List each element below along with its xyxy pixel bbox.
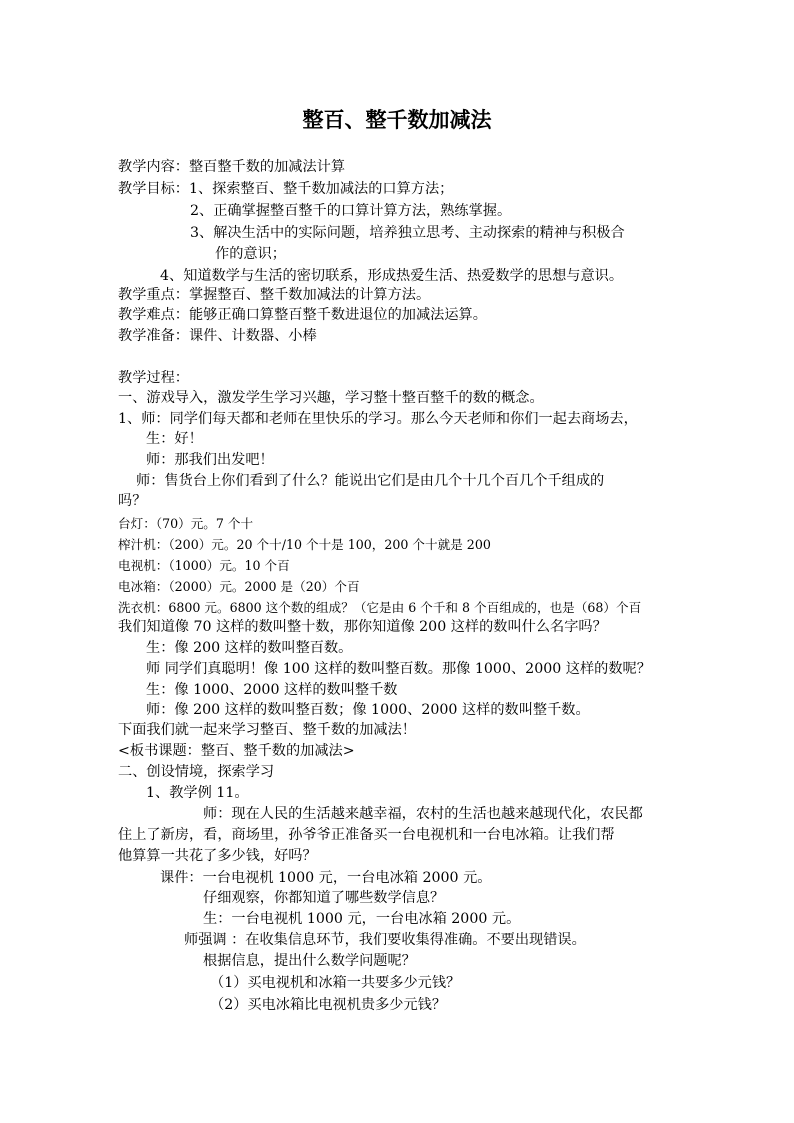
text-line: （1）买电视机和冰箱一共要多少元钱？ (210, 975, 461, 991)
text-line: 吗？ (118, 493, 147, 509)
text-line: 2、正确掌握整百整千的口算计算方法，熟练掌握。 (190, 203, 512, 219)
text-line: <板书课题：整百、整千数的加减法> (118, 743, 355, 759)
text-line: （2）买电冰箱比电视机贵多少元钱？ (210, 997, 447, 1013)
text-line: 师：现在人民的生活越来越幸福，农村的生活也越来越现代化，农民都 (203, 806, 643, 822)
text-line: 4、知道数学与生活的密切联系，形成热爱生活、热爱数学的思想与意识。 (160, 268, 624, 284)
text-line: 作的意识； (215, 246, 286, 262)
text-line: 下面我们就一起来学习整百、整千数的加减法！ (118, 722, 416, 738)
text-line: 生：像 200 这样的数叫整百数。 (146, 640, 353, 656)
text-line: 洗衣机：6800 元。6800 这个数的组成？（它是由 6 个千和 8 个百组成的，也是（68）个百 (118, 600, 642, 615)
text-line: 师：那我们出发吧！ (146, 452, 274, 468)
text-line: 一、游戏导入，激发学生学习兴趣，学习整十整百整千的数的概念。 (118, 390, 544, 406)
text-line: 根据信息，提出什么数学问题呢？ (203, 953, 416, 969)
text-line: 教学过程： (118, 370, 189, 386)
document-title: 整百、整千数加减法 (302, 108, 492, 132)
text-line: 仔细观察，你都知道了哪些数学信息？ (203, 890, 445, 906)
text-line: 生：一台电视机 1000 元，一台电冰箱 2000 元。 (203, 911, 521, 927)
text-line: 二、创设情境，探索学习 (118, 764, 275, 780)
text-line: 教学目标：1、探索整百、整千数加减法的口算方法； (118, 181, 454, 197)
text-line: 1、教学例 11。 (146, 785, 249, 801)
text-line: 台灯：（70）元。7 个十 (118, 516, 254, 531)
text-line: 榨汁机：（200）元。20 个十/10 个十是 100，200 个十就是 200 (118, 537, 491, 552)
text-line: 生：像 1000、2000 这样的数叫整千数 (146, 682, 398, 698)
text-line: 课件：一台电视机 1000 元，一台电冰箱 2000 元。 (160, 870, 492, 886)
text-line: 他算算一共花了多少钱，好吗？ (118, 848, 317, 864)
text-line: 住上了新房，看，商场里，孙爷爷正准备买一台电视机和一台电冰箱。让我们帮 (118, 827, 615, 843)
text-line: 我们知道像 70 这样的数叫整十数，那你知道像 200 这样的数叫什么名字吗？ (118, 619, 607, 635)
text-line: 师：售货台上你们看到了什么？能说出它们是由几个十几个百几个千组成的 (136, 473, 605, 489)
text-line: 师：像 200 这样的数叫整百数；像 1000、2000 这样的数叫整千数。 (146, 702, 590, 718)
text-line: 电冰箱：（2000）元。2000 是（20）个百 (118, 579, 360, 594)
text-line: 教学难点：能够正确口算整百整千数进退位的加减法运算。 (118, 307, 487, 323)
text-line: 3、解决生活中的实际问题，培养独立思考、主动探索的精神与积极合 (190, 225, 625, 241)
text-line: 生：好！ (146, 431, 203, 447)
text-line: 师强调 ：在收集信息环节，我们要收集得准确。不要出现错误。 (184, 932, 586, 948)
text-line: 师 同学们真聪明！像 100 这样的数叫整百数。那像 1000、2000 这样的数呢？ (146, 661, 651, 677)
text-line: 教学准备：课件、计数器、小棒 (118, 328, 317, 344)
text-line: 1、师：同学们每天都和老师在里快乐的学习。那么今天老师和你们一起去商场去， (118, 411, 638, 427)
text-line: 电视机：（1000）元。10 个百 (118, 558, 290, 573)
text-line: 教学内容：整百整千数的加减法计算 (118, 159, 346, 175)
text-line: 教学重点：掌握整百、整千数加减法的计算方法。 (118, 287, 431, 303)
